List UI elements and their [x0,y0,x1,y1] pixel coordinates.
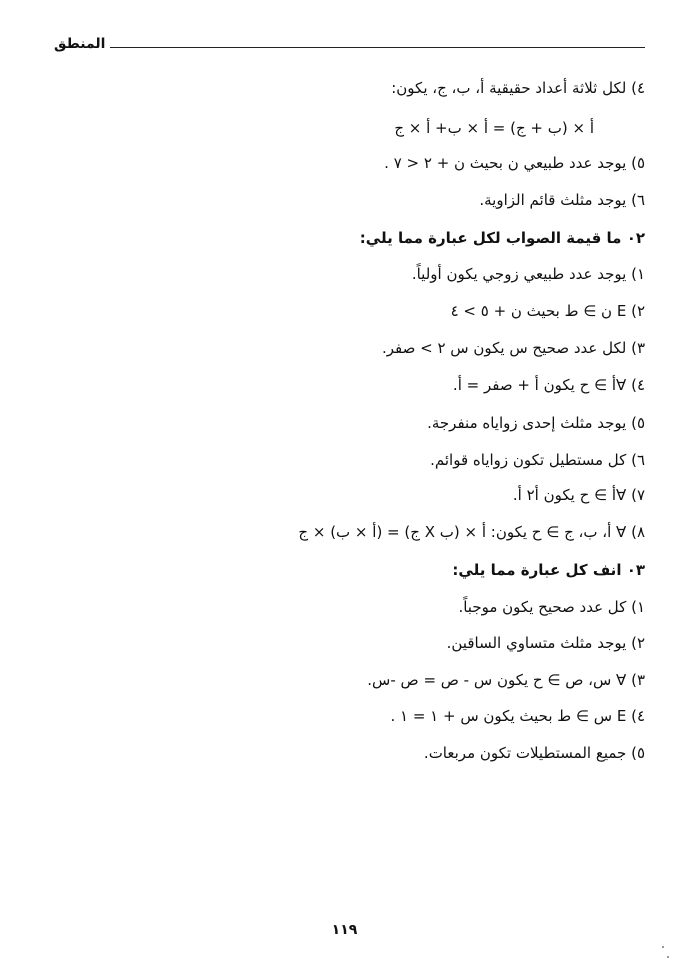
section-heading: ٠٣ انف كل عبارة مما يلي: [452,561,645,579]
formula-line: أ × (ب + ج) = أ × ب+ أ × ج [394,119,594,137]
text-line: ٧) ∀أ ∋ ح يكون أ٢ أ. [512,486,645,504]
scan-speck [667,956,669,958]
text-line: ٦) كل مستطيل تكون زواياه قوائم. [430,451,645,469]
text-line: ٤) ∀أ ∋ ح يكون أ + صفر = أ. [452,376,645,394]
text-line: ٥) يوجد عدد طبيعي ن بحيث ن + ٢ < ٧ . [384,154,645,172]
text-line: ٢) E ن ∋ ط بحيث ن + ٥ > ٤ [450,302,645,320]
text-line: ١) كل عدد صحيح يكون موجباً. [458,598,645,616]
header-title: المنطق [54,36,106,52]
text-line: ٦) يوجد مثلث قائم الزاوية. [479,191,645,209]
text-line: ٢) يوجد مثلث متساوي الساقين. [446,634,645,652]
text-line: ٥) يوجد مثلث إحدى زواياه منفرجة. [427,414,645,432]
text-line: ٣) ∀ س، ص ∋ ح يكون س - ص = ص -س. [367,671,645,689]
header-rule [110,47,645,48]
page-number: ١١٩ [331,922,358,938]
text-line: ٨) ∀ أ، ب، ج ∋ ح يكون: أ × (ب X ج) = (أ × ب) × ج [298,523,645,541]
section-heading: ٠٢ ما قيمة الصواب لكل عبارة مما يلي: [359,229,645,247]
text-line: ٤) لكل ثلاثة أعداد حقيقية أ، ب، ج، يكون: [391,79,645,97]
text-line: ٥) جميع المستطيلات تكون مربعات. [423,744,645,762]
text-line: ٣) لكل عدد صحيح س يكون س ٢ > صفر. [381,339,645,357]
text-line: ١) يوجد عدد طبيعي زوجي يكون أولياً. [411,265,645,283]
scan-speck [662,946,664,948]
text-line: ٤) E س ∋ ط بحيث يكون س + ١ = ١ . [390,707,645,725]
